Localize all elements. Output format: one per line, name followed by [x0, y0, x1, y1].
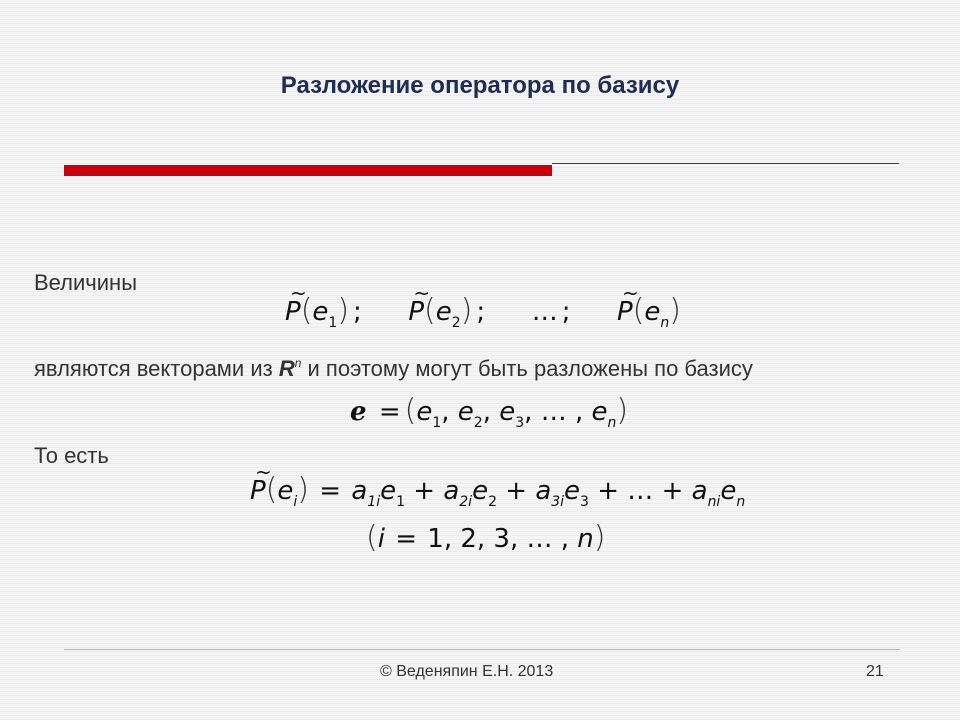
operator-tilde-i: ~ P — [250, 460, 272, 506]
intro-text: Величины — [34, 270, 138, 295]
operator-tilde-1: ~ P — [285, 281, 307, 327]
page-number: 21 — [866, 663, 884, 680]
vectors-sentence: являются векторами из $R^n$ и поэтому могут быть разложены по базису — [34, 356, 753, 381]
that-is-text: То есть — [34, 443, 109, 468]
slide-title: Разложение оператора по базису — [280, 72, 680, 99]
footer-author: © Веденяпин Е.Н. 2013 — [380, 663, 554, 680]
footer-divider — [64, 649, 900, 650]
operator-tilde-n: ~ P — [616, 281, 639, 327]
formula-expansion: ~ $P(e_i) = a_{1i}e_1 + a_{2i}e_2 + a_{3i}e_3$ + … + $a_{ni}e_n$ — [250, 460, 746, 510]
title-underline-thick — [64, 165, 552, 176]
space-symbol: R — [278, 356, 295, 381]
title-underline-thin — [552, 163, 899, 164]
formula-basis: $e = (e_1$, $e_2$, $e_3$, … , $e_n$) — [350, 393, 629, 431]
operator-tilde-2: ~ P — [408, 281, 431, 327]
formula-index-range: (i = 1, 2, 3, … , n) — [366, 520, 606, 555]
formula-operator-values: ~ $P(e_1)$ ; ~ $P(e_2)$ ; … ; ~ $P(e_n)$ — [285, 281, 681, 331]
